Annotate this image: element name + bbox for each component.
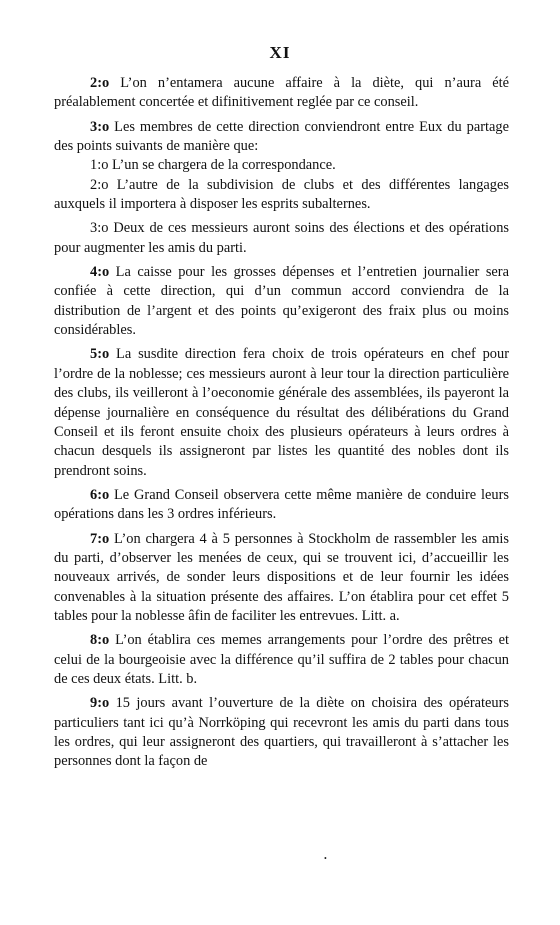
paragraph-number: 8:o <box>90 632 110 649</box>
paragraph-6 <box>54 486 509 525</box>
paragraph-text: La susdite direction fera choix de trois opérateurs en chef pour l’ordre de la noblesse; ces messieurs auront à leur tour la direction particulière des clubs, ils veilleront à l’oeconomie générale des assemblées, ils payeront la dépense journalière en conséquence du résultat des délibérations du Grand Conseil et ils feront ensuite choix des plusieurs opérateurs à leurs ordres à chacun desquels ils assigneront par listes les quantité des nobles dont ils prendront soins. <box>54 346 509 479</box>
page-number: XI <box>269 43 291 62</box>
subitem-number: 3:o <box>90 220 109 237</box>
paragraph-number: 3:o <box>90 118 110 135</box>
paragraph-text: L’on établira ces memes arrangements pour l’ordre des prêtres et celui de la bourgeoisie avec la différence qu’il suffira de 2 tables pour chacun de ces deux états. Litt. b. <box>54 632 509 687</box>
paragraph-7 <box>54 530 509 627</box>
paragraph-number: 9:o <box>90 695 110 712</box>
paragraph-text: 15 jours avant l’ouverture de la diète on choisira des opérateurs particuliers tant ici qu’à Norrköping qui recevront les amis du parti dans tous les ordres, qui leur assigneront des quartiers, qui travailleront à s’attacher les personnes dont la façon de <box>54 695 509 770</box>
body-text <box>54 74 509 777</box>
paragraph-number: 4:o <box>90 264 110 281</box>
paragraph-text: Les membres de cette direction conviendront entre Eux du partage des points suivants de manière que: <box>54 118 509 155</box>
paragraph-5 <box>54 345 509 480</box>
paragraph-4 <box>54 263 509 340</box>
paragraph-number: 5:o <box>90 346 110 363</box>
paragraph-number: 2:o <box>90 75 110 91</box>
paragraph-text: La caisse pour les grosses dépenses et l’entretien journalier sera confiée à cette direction, qui d’un commun accord conviendra de la distribution de l’argent et des points qu’exigeront des fraix plus ou moins considérables. <box>54 264 509 339</box>
subitem-text: Deux de ces messieurs auront soins des élections et des opérations pour augmenter les amis du parti. <box>54 220 509 256</box>
subitem-number: 1:o <box>90 157 109 174</box>
subitem-text: L’autre de la subdivision de clubs et des différentes langages auxquels il importera à disposer les esprits subalternes. <box>54 176 509 213</box>
paragraph-text: L’on chargera 4 à 5 personnes à Stockholm de rassembler les amis du parti, d’observer les menées de ceux, qui se trouvent ici, d’accueillir les nouveaux arrivés, de sonder leurs dispositions et de leur fournir les idées convenables à la situation présente des affaires. L’on établira pour cet effet 5 tables pour la noblesse âfin de faciliter les entrevues. Litt. a. <box>54 530 509 624</box>
paragraph-8 <box>54 631 509 689</box>
paragraph-3 <box>54 118 509 157</box>
subitem-2 <box>54 176 509 215</box>
subitem-number: 2:o <box>90 176 109 193</box>
ink-speck: • <box>324 854 327 863</box>
paragraph-2 <box>54 74 509 113</box>
paragraph-text: Le Grand Conseil observera cette même manière de conduire leurs opérations dans les 3 ordres inférieurs. <box>54 486 509 523</box>
paragraph-number: 6:o <box>90 486 110 503</box>
subitem-1 <box>54 156 509 175</box>
paragraph-text: L’on n’entamera aucune affaire à la diète, qui n’aura été préalablement concertée et difinitivement reglée par ce conseil. <box>54 75 509 111</box>
subitem-text: L’un se chargera de la correspondance. <box>108 157 336 174</box>
paragraph-9 <box>54 694 509 771</box>
subitem-3 <box>54 219 509 258</box>
paragraph-number: 7:o <box>90 530 110 547</box>
